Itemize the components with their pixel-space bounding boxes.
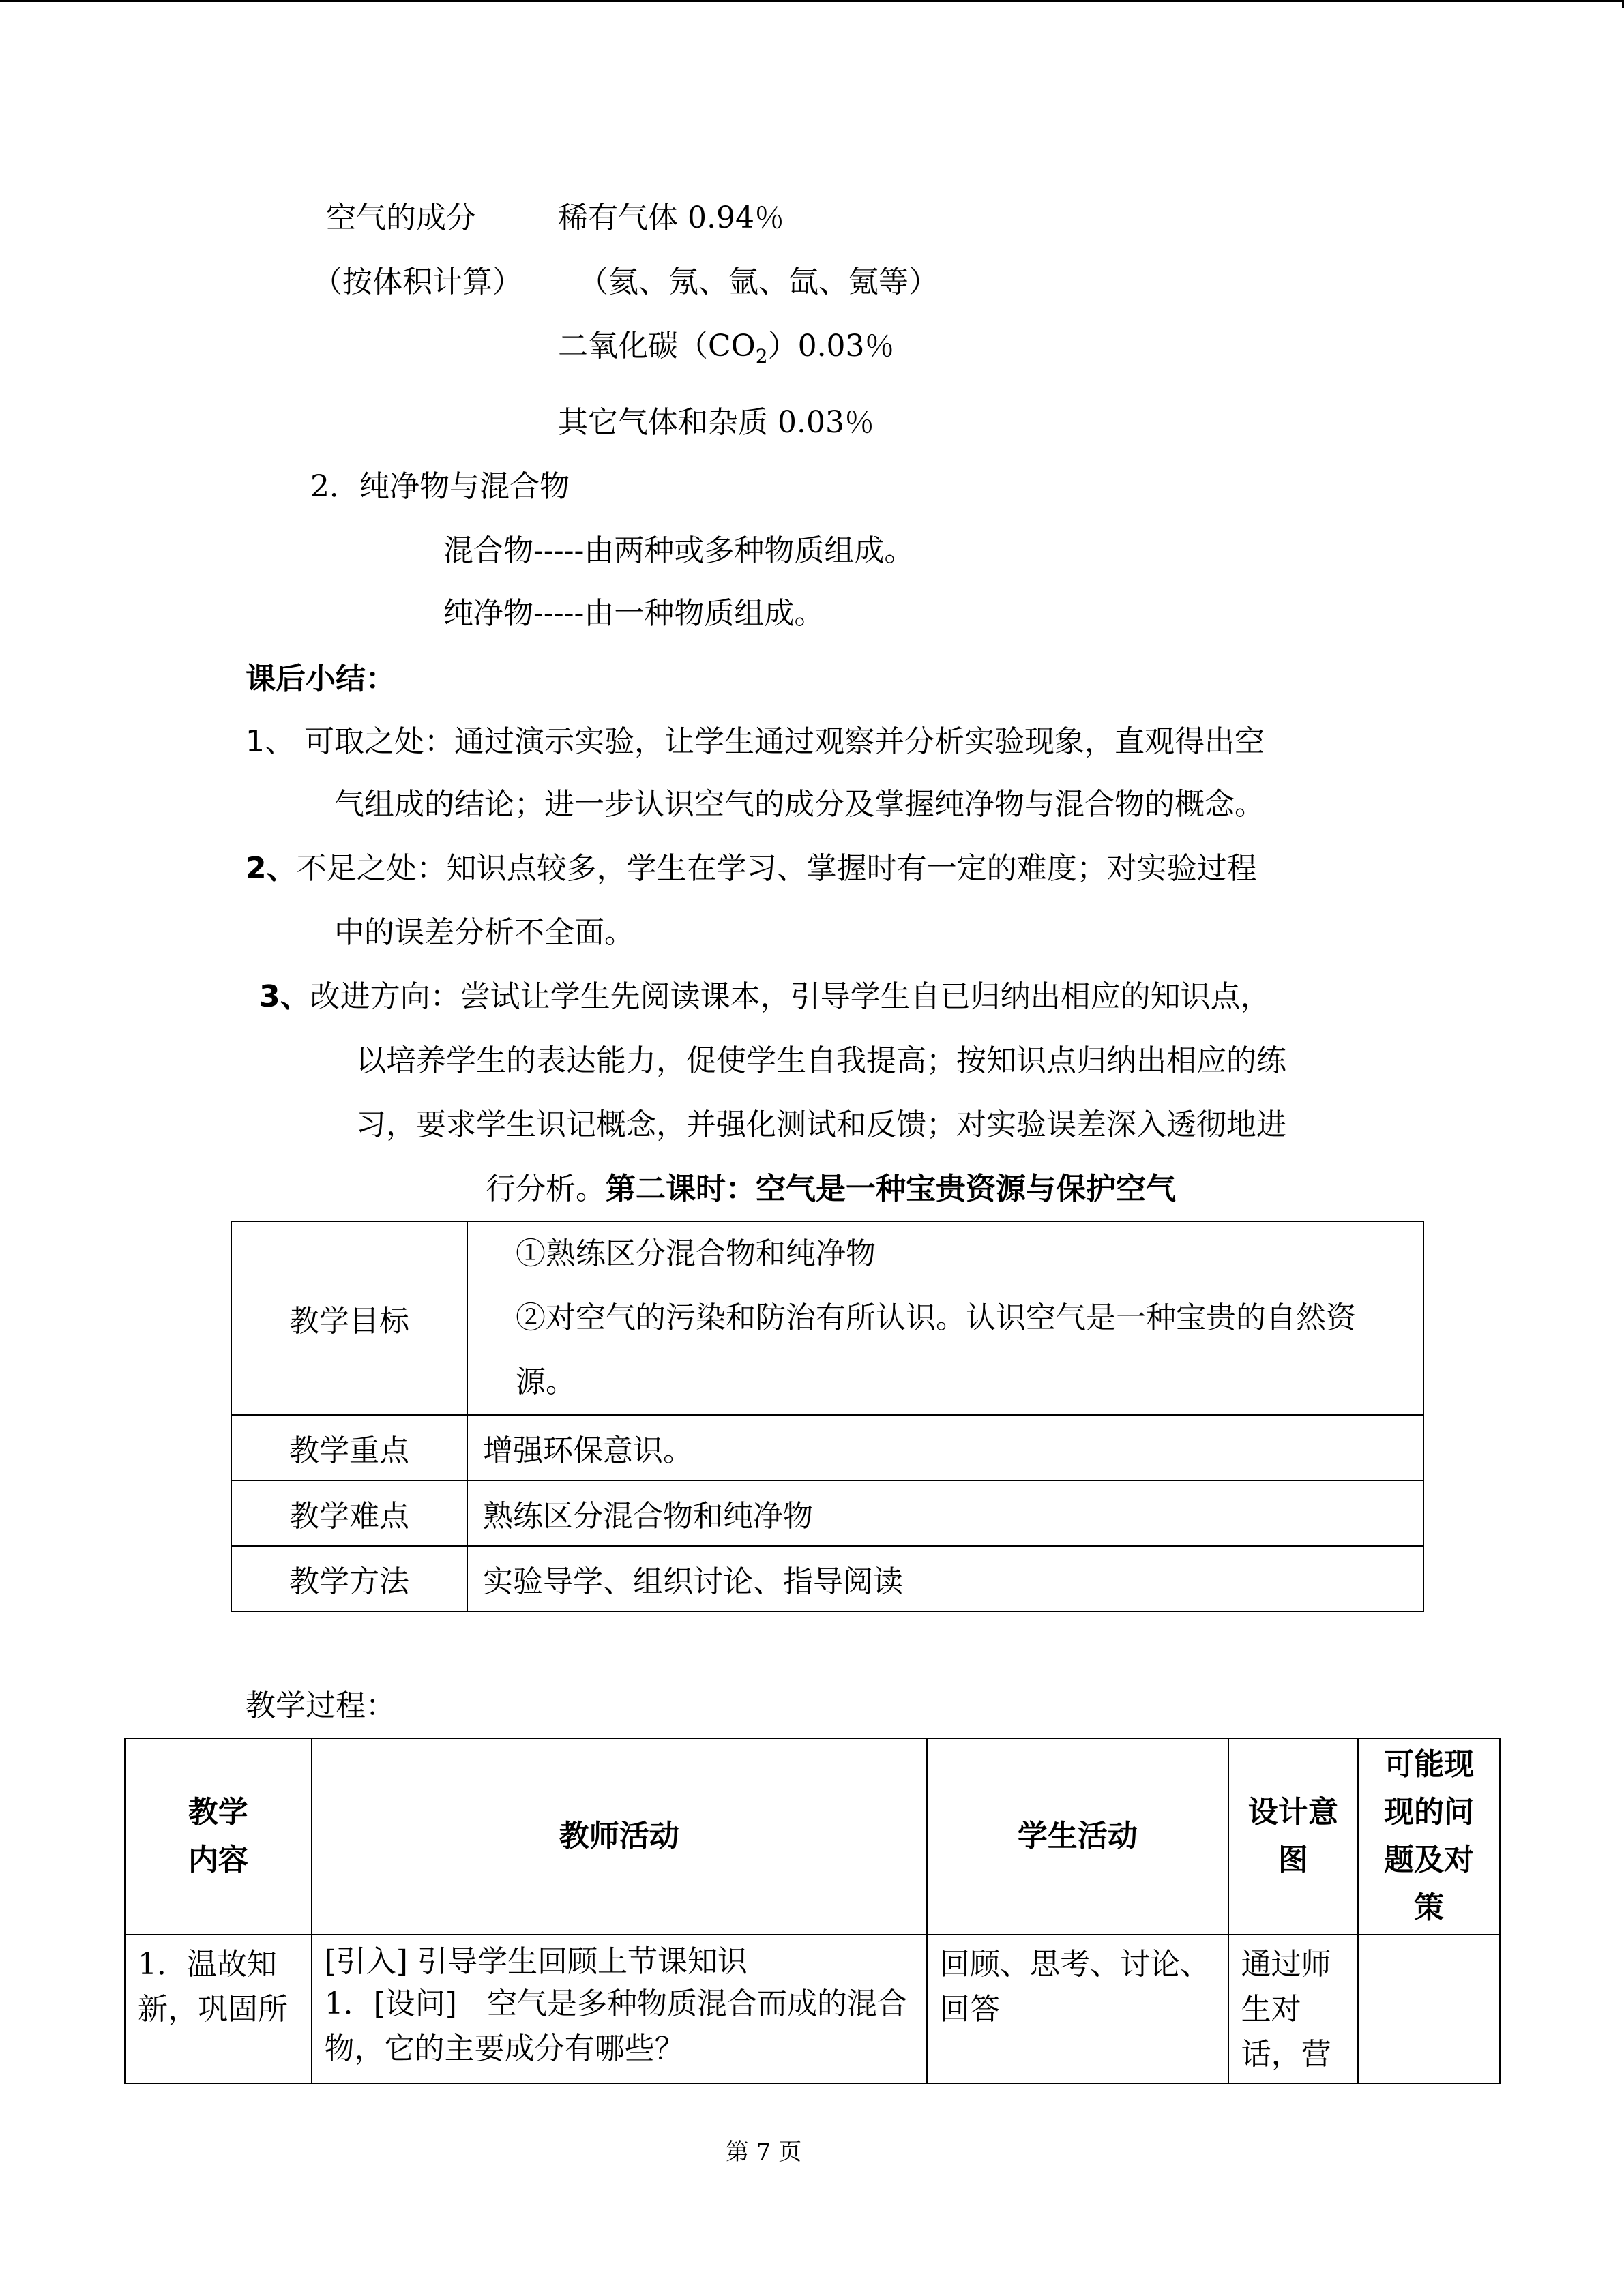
page-number: 第 7 页 bbox=[726, 2138, 802, 2166]
row1-content: 1．温故知新，巩固所 bbox=[125, 1935, 312, 2083]
section2-pure: 纯净物-----由一种物质组成。 bbox=[443, 596, 825, 631]
process-table bbox=[124, 1738, 1501, 2084]
summary-item3: 3、改进方向：尝试让学生先阅读课本，引导学生自已归纳出相应的知识点， bbox=[259, 979, 1271, 1014]
section2-title: 2．纯净物与混合物 bbox=[310, 469, 570, 504]
summary-item2: 2、不足之处：知识点较多，学生在学习、掌握时有一定的难度；对实验过程 bbox=[246, 851, 1257, 886]
header-student: 学生活动 bbox=[927, 1738, 1228, 1935]
row1-issues bbox=[1358, 1935, 1500, 2083]
row1-student: 回顾、思考、讨论、回答 bbox=[927, 1935, 1228, 2083]
key-point-value: 增强环保意识。 bbox=[467, 1415, 1423, 1480]
composition-noble-gas-list: （氦、氖、氩、氙、氪等） bbox=[578, 265, 939, 299]
process-label: 教学过程： bbox=[246, 1688, 396, 1723]
header-issues: 可能现现的问题及对策 bbox=[1358, 1738, 1500, 1935]
summary-item3-cont3: 行分析。第二课时：空气是一种宝贵资源与保护空气 bbox=[486, 1172, 1176, 1206]
method-label: 教学方法 bbox=[231, 1546, 467, 1611]
summary-item1-cont: 气组成的结论；进一步认识空气的成分及掌握纯净物与混合物的概念。 bbox=[334, 787, 1265, 822]
composition-co2: 二氧化碳$(CO_2)0.03$％ bbox=[558, 329, 895, 368]
section2-mixture: 混合物-----由两种或多种物质组成。 bbox=[443, 533, 915, 568]
composition-noble-gas: 稀有气体 0.94％ bbox=[558, 200, 784, 235]
key-point-label: 教学重点 bbox=[231, 1415, 467, 1480]
difficulty-value: 熟练区分混合物和纯净物 bbox=[467, 1480, 1423, 1546]
difficulty-label: 教学难点 bbox=[231, 1480, 467, 1546]
summary-item3-cont2: 习，要求学生识记概念，并强化测试和反馈；对实验误差深入透彻地进 bbox=[356, 1107, 1286, 1142]
summary-heading: 课后小结： bbox=[246, 661, 396, 696]
composition-label: 空气的成分 bbox=[326, 200, 476, 235]
header-design: 设计意图 bbox=[1228, 1738, 1358, 1935]
objectives-cell: ①熟练区分混合物和纯净物 ②对空气的污染和防治有所认识。认识空气是一种宝贵的自然资源。 bbox=[467, 1221, 1423, 1415]
summary-item3-cont1: 以培养学生的表达能力，促使学生自我提高；按知识点归纳出相应的练 bbox=[356, 1043, 1286, 1078]
summary-item2-cont: 中的误差分析不全面。 bbox=[334, 915, 634, 950]
composition-sublabel: （按体积计算） bbox=[312, 265, 522, 299]
summary-item1: 1、 可取之处：通过演示实验，让学生通过观察并分析实验现象，直观得出空 bbox=[246, 724, 1265, 759]
composition-other: 其它气体和杂质 0.03％ bbox=[558, 405, 874, 440]
lesson-info-table bbox=[231, 1221, 1424, 1612]
header-teacher: 教师活动 bbox=[312, 1738, 927, 1935]
page-top-rule bbox=[0, 0, 1624, 2]
method-value: 实验导学、组织讨论、指导阅读 bbox=[467, 1546, 1423, 1611]
header-content: 教学内容 bbox=[125, 1738, 312, 1935]
row1-design: 通过师生对话，营 bbox=[1228, 1935, 1358, 2083]
row1-teacher: [引入] 引导学生回顾上节课知识 1．[设问] 空气是多种物质混合而成的混合物，它的主要成分有哪些？ bbox=[312, 1935, 927, 2083]
objectives-label: 教学目标 bbox=[231, 1221, 467, 1415]
lesson2-heading: 第二课时：空气是一种宝贵资源与保护空气 bbox=[606, 1172, 1176, 1206]
